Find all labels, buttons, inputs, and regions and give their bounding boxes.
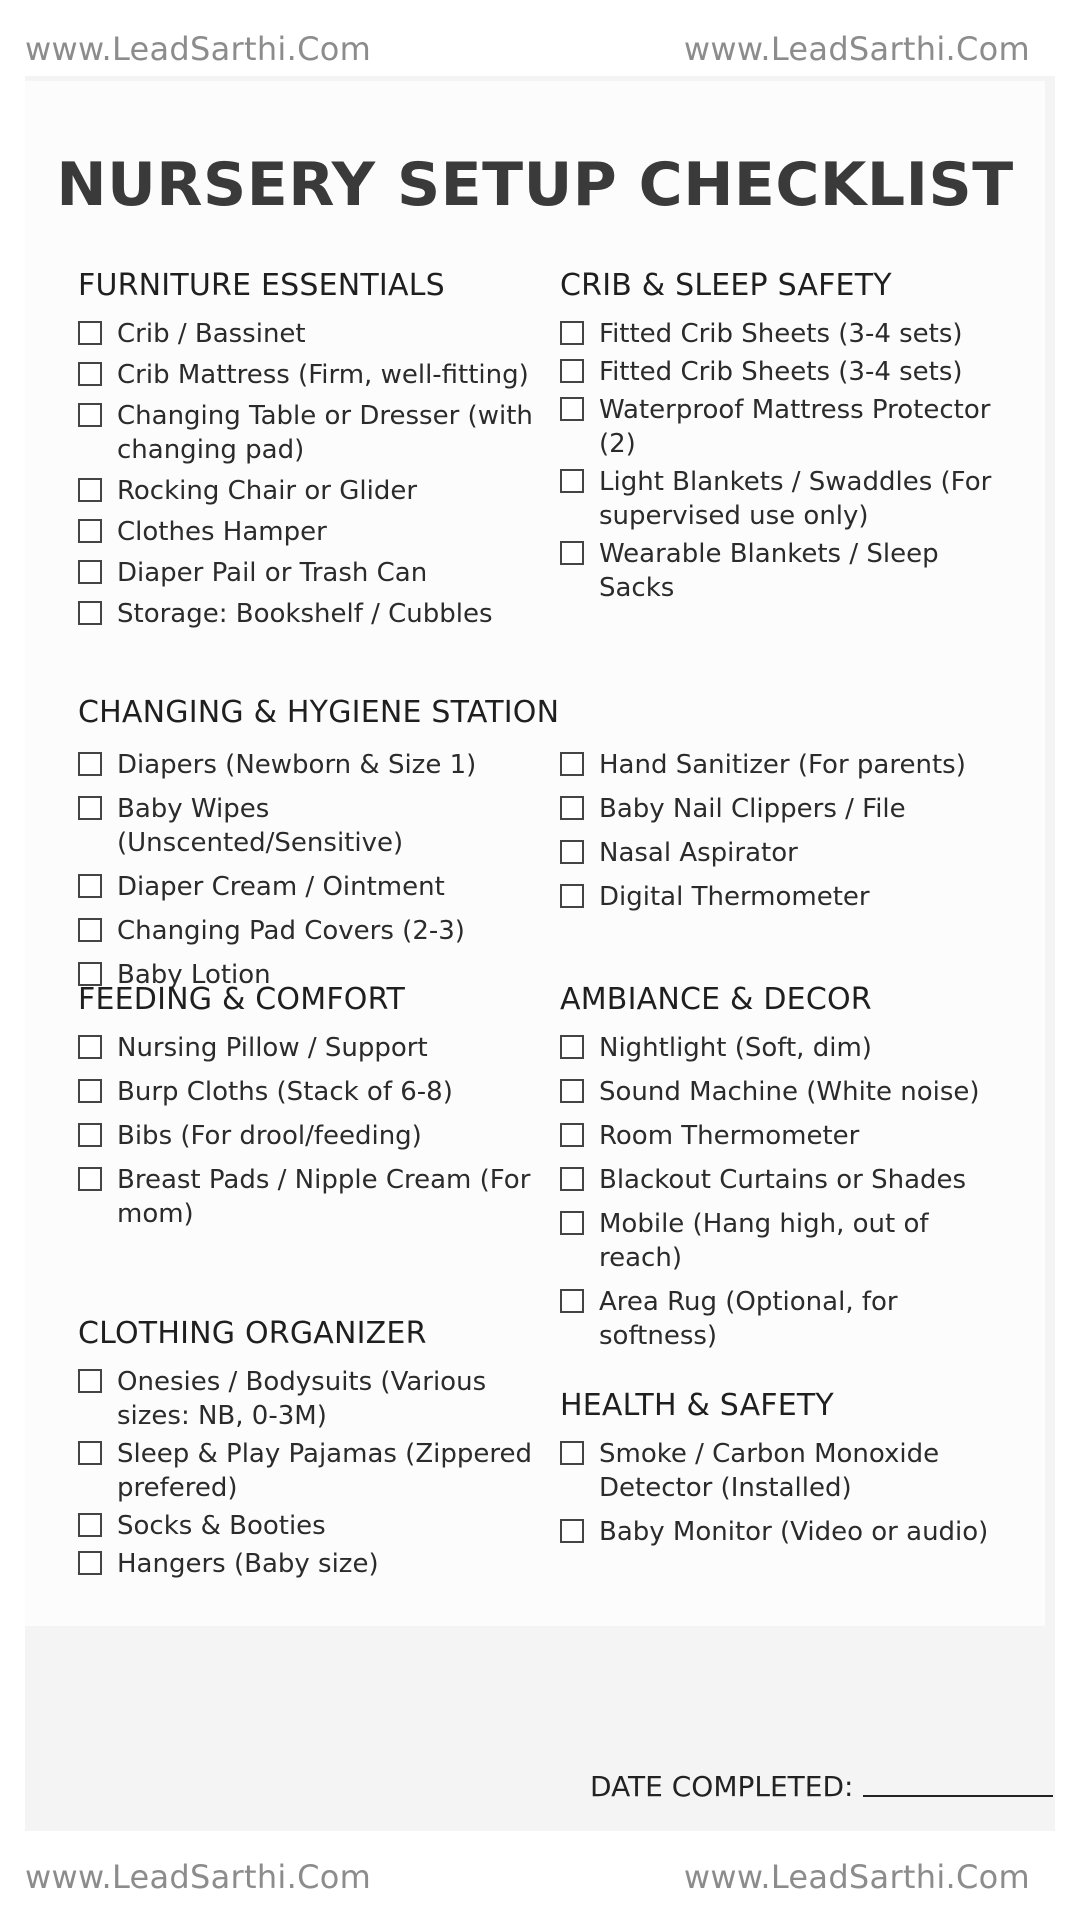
checkbox[interactable]	[560, 796, 584, 820]
watermark-top-right: www.LeadSarthi.Com	[683, 30, 1030, 68]
checklist-item[interactable]	[78, 748, 538, 782]
watermark-bottom-left: www.LeadSarthi.Com	[25, 1858, 372, 1896]
checklist-items	[78, 1365, 538, 1581]
checklist-item-label: Baby Lotion	[117, 960, 271, 990]
section-feeding-comfort	[78, 982, 538, 1241]
checklist-item-label: Room Thermometer	[599, 1121, 860, 1151]
checklist-item[interactable]	[560, 1119, 1010, 1153]
checklist-item-label: Nightlight (Soft, dim)	[599, 1033, 872, 1063]
checkbox[interactable]	[78, 321, 102, 345]
section-heading: CHANGING & HYGIENE STATION	[78, 695, 560, 730]
section-heading: CRIB & SLEEP SAFETY	[560, 268, 892, 303]
checkbox[interactable]	[560, 541, 584, 565]
checklist-item[interactable]	[560, 393, 1000, 461]
checklist-items	[78, 748, 538, 992]
checklist-item-label: Burp Cloths (Stack of 6-8)	[117, 1077, 453, 1107]
checklist-item[interactable]	[78, 474, 538, 508]
checklist-item-label: Baby Monitor (Video or audio)	[599, 1517, 989, 1547]
checklist-item[interactable]	[78, 1547, 538, 1581]
checklist-item-label: Fitted Crib Sheets (3-4 sets)	[599, 319, 963, 349]
checklist-item[interactable]	[78, 358, 538, 392]
changing-column-left	[78, 748, 538, 1002]
checklist-item[interactable]	[78, 399, 538, 467]
checklist-item-label: Light Blankets / Swaddles (For supervised use only)	[599, 467, 992, 531]
checklist-item[interactable]	[78, 870, 538, 904]
checklist-item[interactable]	[78, 597, 538, 631]
checkbox[interactable]	[78, 1441, 102, 1465]
checkbox[interactable]	[560, 752, 584, 776]
checklist-item-label: Hangers (Baby size)	[117, 1549, 379, 1579]
checklist-item[interactable]	[560, 1031, 1010, 1065]
checklist-item[interactable]	[78, 317, 538, 351]
checklist-item-label: Clothes Hamper	[117, 517, 327, 547]
checkbox[interactable]	[78, 918, 102, 942]
checkbox[interactable]	[78, 560, 102, 584]
checklist-item-label: Hand Sanitizer (For parents)	[599, 750, 966, 780]
checklist-item-label: Onesies / Bodysuits (Various sizes: NB, 0-3M)	[117, 1367, 487, 1431]
checklist-item-label: Diapers (Newborn & Size 1)	[117, 750, 477, 780]
checklist-item[interactable]	[560, 1437, 1000, 1505]
checkbox[interactable]	[78, 478, 102, 502]
checkbox[interactable]	[560, 1211, 584, 1235]
checklist-item-label: Nursing Pillow / Support	[117, 1033, 428, 1063]
checkbox[interactable]	[78, 1551, 102, 1575]
checklist-item[interactable]	[560, 537, 1000, 605]
checkbox[interactable]	[78, 362, 102, 386]
checkbox[interactable]	[560, 1123, 584, 1147]
section-crib-sleep-safety	[560, 268, 1000, 609]
section-health-safety	[560, 1388, 1000, 1559]
section-heading: CLOTHING ORGANIZER	[78, 1316, 427, 1351]
checklist-items	[560, 1031, 1010, 1353]
checklist-item[interactable]	[78, 914, 538, 948]
changing-column-right	[560, 748, 1000, 924]
date-completed-row	[590, 1770, 1053, 1803]
section-furniture-essentials	[78, 268, 538, 638]
checkbox[interactable]	[560, 321, 584, 345]
checklist-item[interactable]	[78, 556, 538, 590]
checklist-item-label: Digital Thermometer	[599, 882, 870, 912]
watermark-top-left: www.LeadSarthi.Com	[25, 30, 372, 68]
checklist-item[interactable]	[78, 515, 538, 549]
checklist-item-label: Rocking Chair or Glider	[117, 476, 418, 506]
watermark-bottom-right: www.LeadSarthi.Com	[683, 1858, 1030, 1896]
checkbox[interactable]	[78, 874, 102, 898]
checklist-item[interactable]	[78, 1437, 538, 1505]
checklist-item-label: Crib Mattress (Firm, well-fitting)	[117, 360, 529, 390]
checklist-item-label: Diaper Cream / Ointment	[117, 872, 445, 902]
checkbox[interactable]	[560, 1167, 584, 1191]
checklist-item-label: Baby Wipes (Unscented/Sensitive)	[117, 794, 404, 858]
checklist-item-label: Changing Pad Covers (2-3)	[117, 916, 465, 946]
checklist-item[interactable]	[560, 355, 1000, 389]
checkbox[interactable]	[560, 840, 584, 864]
checkbox[interactable]	[78, 1167, 102, 1191]
section-ambiance-decor	[560, 982, 1010, 1363]
checklist-item[interactable]	[78, 1119, 538, 1153]
checklist-items	[560, 317, 1000, 605]
checkbox[interactable]	[560, 469, 584, 493]
checklist-items	[78, 1031, 538, 1231]
checkbox[interactable]	[78, 1123, 102, 1147]
checkbox[interactable]	[78, 1369, 102, 1393]
checklist-item-label: Breast Pads / Nipple Cream (For mom)	[117, 1165, 531, 1229]
checklist-item[interactable]	[78, 1509, 538, 1543]
section-heading: FURNITURE ESSENTIALS	[78, 268, 445, 303]
checklist-item[interactable]	[78, 1365, 538, 1433]
date-completed-field[interactable]	[863, 1795, 1053, 1797]
checklist-item-label: Diaper Pail or Trash Can	[117, 558, 428, 588]
checklist-item[interactable]	[560, 1075, 1010, 1109]
checklist-item[interactable]	[560, 1285, 1010, 1353]
checklist-item[interactable]	[560, 880, 1000, 914]
checklist-item[interactable]	[560, 317, 1000, 351]
checkbox[interactable]	[78, 519, 102, 543]
section-heading: AMBIANCE & DECOR	[560, 982, 872, 1017]
checklist-item-label: Waterproof Mattress Protector (2)	[599, 395, 991, 459]
checklist-item[interactable]	[560, 1515, 1000, 1549]
checklist-item[interactable]	[78, 1075, 538, 1109]
checklist-item-label: Fitted Crib Sheets (3-4 sets)	[599, 357, 963, 387]
checklist-item[interactable]	[560, 748, 1000, 782]
checkbox[interactable]	[78, 796, 102, 820]
checklist-item-label: Socks & Booties	[117, 1511, 326, 1541]
checkbox[interactable]	[560, 1079, 584, 1103]
checklist-item[interactable]	[78, 792, 538, 860]
checkbox[interactable]	[78, 1079, 102, 1103]
checkbox[interactable]	[78, 1035, 102, 1059]
page-title: NURSERY SETUP CHECKLIST	[56, 150, 1014, 220]
checklist-item-label: Crib / Bassinet	[117, 319, 306, 349]
checkbox[interactable]	[560, 397, 584, 421]
section-heading: HEALTH & SAFETY	[560, 1388, 834, 1423]
section-changing-hygiene	[78, 695, 1018, 744]
checklist-item[interactable]	[560, 1163, 1010, 1197]
checkbox[interactable]	[560, 884, 584, 908]
section-clothing-organizer	[78, 1316, 538, 1585]
checklist-items	[78, 317, 538, 631]
checklist-items	[560, 748, 1000, 914]
checklist-item-label: Wearable Blankets / Sleep Sacks	[599, 539, 939, 603]
checklist-item-label: Changing Table or Dresser (with changing pad)	[117, 401, 533, 465]
checklist-items	[560, 1437, 1000, 1549]
checklist-item[interactable]	[78, 1031, 538, 1065]
checkbox[interactable]	[78, 752, 102, 776]
checklist-item-label: Mobile (Hang high, out of reach)	[599, 1209, 929, 1273]
checkbox[interactable]	[560, 1289, 584, 1313]
checkbox[interactable]	[560, 359, 584, 383]
checkbox[interactable]	[78, 1513, 102, 1537]
checklist-item-label: Blackout Curtains or Shades	[599, 1165, 967, 1195]
checklist-item-label: Sleep & Play Pajamas (Zippered prefered)	[117, 1439, 532, 1503]
checklist-item[interactable]	[560, 792, 1000, 826]
checklist-item-label: Area Rug (Optional, for softness)	[599, 1287, 898, 1351]
checklist-item[interactable]	[560, 836, 1000, 870]
checklist-item[interactable]	[560, 465, 1000, 533]
checklist-item-label: Sound Machine (White noise)	[599, 1077, 980, 1107]
checklist-item[interactable]	[78, 1163, 538, 1231]
checkbox[interactable]	[560, 1035, 584, 1059]
checkbox[interactable]	[78, 601, 102, 625]
checklist-item-label: Storage: Bookshelf / Cubbles	[117, 599, 493, 629]
checklist-item-label: Smoke / Carbon Monoxide Detector (Installed)	[599, 1439, 940, 1503]
checkbox[interactable]	[560, 1441, 584, 1465]
checkbox[interactable]	[560, 1519, 584, 1543]
date-completed-label: DATE COMPLETED:	[590, 1770, 854, 1803]
checklist-item[interactable]	[560, 1207, 1010, 1275]
checklist-item-label: Bibs (For drool/feeding)	[117, 1121, 422, 1151]
checkbox[interactable]	[78, 403, 102, 427]
checklist-item-label: Nasal Aspirator	[599, 838, 798, 868]
checklist-item-label: Baby Nail Clippers / File	[599, 794, 906, 824]
section-heading: FEEDING & COMFORT	[78, 982, 405, 1017]
